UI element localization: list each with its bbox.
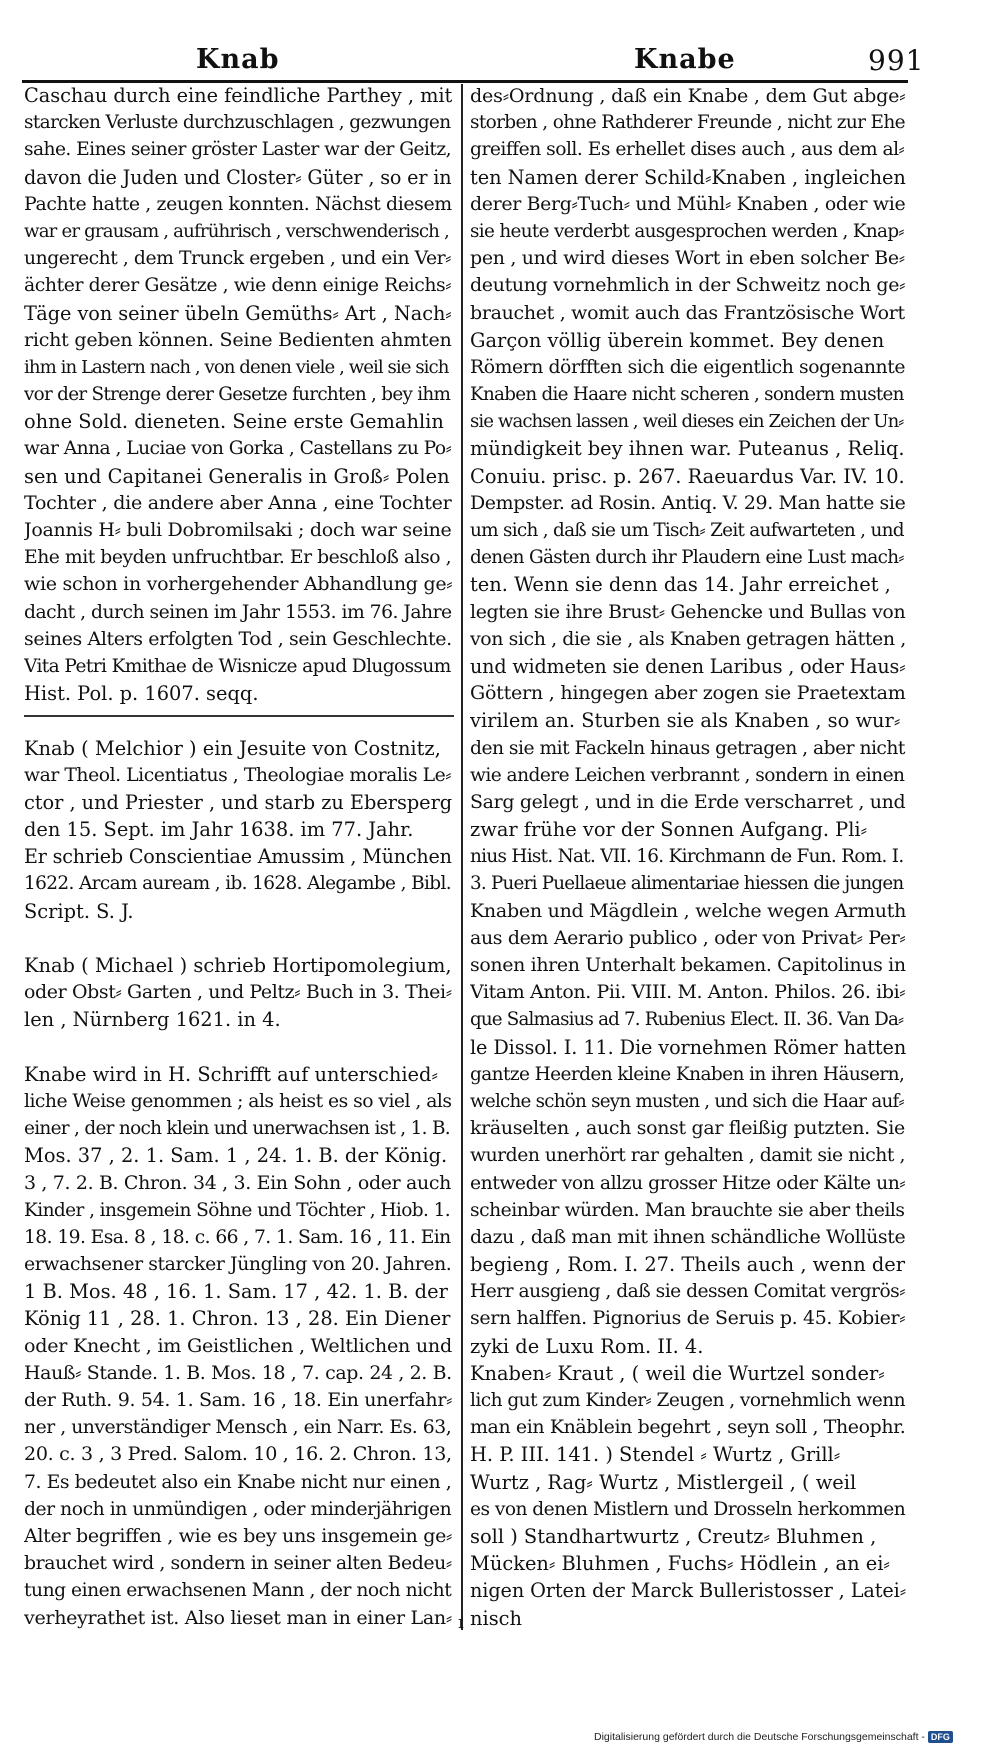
- text-line: Mos. 37 , 2. 1. Sam. 1 , 24. 1. B. der König.: [24, 1144, 448, 1168]
- text-line: den 15. Sept. im Jahr 1638. im 77. Jahr.: [24, 818, 414, 842]
- text-line: tung einen erwachsenen Mann , der noch nicht: [24, 1580, 452, 1602]
- text-line: oder Knecht , im Geistlichen , Weltlichen und: [24, 1334, 452, 1357]
- running-head-left: Knab: [196, 44, 280, 75]
- text-line: nisch: [470, 1606, 522, 1630]
- text-line: ten Namen derer Schild⸗Knaben , ingleichen: [470, 165, 906, 189]
- text-line: brauchet wird , sondern in seiner alten Bedeu⸗: [24, 1552, 452, 1575]
- text-line: Wurtz , Rag⸗ Wurtz , Mistlergeil , ( weil: [470, 1470, 857, 1494]
- text-line: und widmeten sie denen Laribus , oder Haus⸗: [470, 654, 906, 678]
- text-line: denen Gästen durch ihr Plaudern eine Lust mach⸗: [470, 547, 904, 569]
- text-line: Er schrieb Conscientiae Amussim , München: [24, 845, 452, 869]
- text-line: sonen ihren Unterhalt bekamen. Capitolinus in: [470, 954, 906, 976]
- text-line: aus dem Aerario publico , oder von Privat⸗ Per⸗: [470, 926, 906, 949]
- text-line: Dempster. ad Rosin. Antiq. V. 29. Man hatte sie: [470, 491, 906, 514]
- text-line: Joannis H⸗ buli Dobromilsaki ; doch war seine: [24, 519, 452, 541]
- catchword-mark: ı: [458, 1612, 464, 1633]
- left-column: [24, 82, 452, 1632]
- text-line: Römern dörfften sich die eigentlich sogenannte: [470, 356, 906, 378]
- text-line: Hist. Pol. p. 1607. seqq.: [24, 682, 259, 706]
- text-line: liche Weise genommen ; als heist es so viel , als: [24, 1090, 452, 1112]
- text-line: legten sie ihre Brust⸗ Gehencke und Bullas von: [470, 600, 906, 623]
- text-line: scheinbar würden. Man brauchte sie aber theils: [470, 1199, 905, 1221]
- text-line: Tochter , die andere aber Anna , eine Tochter: [24, 491, 452, 514]
- text-line: erwachsener starcker Jüngling von 20. Jahren.: [24, 1254, 452, 1276]
- text-line: brauchet , womit auch das Frantzösische Wort: [470, 301, 905, 324]
- text-line: ihm in Lastern nach , von denen viele , weil sie sich: [24, 356, 449, 378]
- text-line: war Anna , Luciae von Gorka , Castellans zu Po⸗: [24, 438, 452, 460]
- text-line: war Theol. Licentiatus , Theologiae moralis Le⸗: [24, 764, 452, 786]
- text-line: kräuselten , auch sonst gar fleißig putzten. Sie: [470, 1117, 905, 1140]
- text-line: len , Nürnberg 1621. in 4.: [24, 1008, 281, 1032]
- footer-credit: [594, 1731, 953, 1743]
- text-line: Garçon völlig überein kommet. Bey denen: [470, 328, 885, 352]
- text-line: [24, 1034, 452, 1061]
- dfg-logo: DFG: [928, 1731, 953, 1743]
- text-line: wurden unerhört rar gehalten , damit sie nicht ,: [470, 1145, 905, 1167]
- text-line: zwar frühe vor der Sonnen Aufgang. Pli⸗: [470, 818, 868, 842]
- text-line: es von denen Mistlern und Drosseln herkommen: [470, 1498, 906, 1520]
- text-line: dazu , daß man mit ihnen schändliche Wollüste: [470, 1225, 906, 1248]
- text-line: wie schon in vorhergehender Abhandlung ge⸗: [24, 573, 452, 596]
- text-line: begieng , Rom. I. 27. Theils auch , wenn der: [470, 1253, 906, 1277]
- text-line: des⸗Ordnung , daß ein Knabe , dem Gut abge⸗: [470, 84, 906, 107]
- text-line: que Salmasius ad 7. Rubenius Elect. II. 36. Van Da⸗: [470, 1009, 904, 1031]
- page-number: 991: [868, 44, 925, 77]
- text-line: nigen Orten der Marck Bulleristosser , Latei⸗: [470, 1579, 906, 1603]
- text-line: vor der Strenge derer Gesetze furchten , bey ihm: [24, 384, 451, 406]
- text-line: Ehe mit beyden unfruchtbar. Er beschloß also ,: [24, 547, 452, 569]
- text-line: Script. S. J.: [24, 899, 134, 923]
- text-line: ohne Sold. dieneten. Seine erste Gemahlin: [24, 410, 444, 434]
- text-line: wie andere Leichen verbrannt , sondern in einen: [470, 764, 905, 786]
- text-line: Göttern , hingegen aber zogen sie Praetextam: [470, 682, 906, 705]
- text-line: virilem an. Sturben sie als Knaben , so wur⸗: [470, 709, 901, 733]
- text-line: 20. c. 3 , 3 Pred. Salom. 10 , 16. 2. Chron. 13,: [24, 1443, 452, 1466]
- text-line: seines Alters erfolgten Tod , sein Geschlechte.: [24, 627, 452, 650]
- text-line: sie heute verderbt ausgesprochen werden , Knap⸗: [470, 220, 904, 242]
- text-line: Caschau durch eine feindliche Parthey , mit: [24, 84, 452, 107]
- text-line: Knaben und Mägdlein , welche wegen Armuth: [470, 899, 906, 922]
- text-line: man ein Knäblein begehrt , seyn soll , Theophr.: [470, 1416, 906, 1439]
- text-line: Kinder , insgemein Söhne und Töchter , Hiob. 1.: [24, 1199, 451, 1221]
- text-line: nius Hist. Nat. VII. 16. Kirchmann de Fun. Rom. I.: [470, 846, 904, 868]
- text-line: davon die Juden und Closter⸗ Güter , so er in: [24, 165, 452, 189]
- text-line: dacht , durch seinen im Jahr 1553. im 76. Jahre: [24, 601, 452, 623]
- text-line: Pachte hatte , zeugen konnten. Nächst diesem: [24, 192, 452, 215]
- text-line: ten. Wenn sie denn das 14. Jahr erreichet ,: [470, 573, 891, 597]
- text-line: einer , der noch klein und unerwachsen ist , 1. B.: [24, 1118, 450, 1140]
- text-line: soll ) Standhartwurtz , Creutz⸗ Bluhmen ,: [470, 1524, 877, 1548]
- text-line: Knaben⸗ Kraut , ( weil die Wurtzel sonder⸗: [470, 1361, 885, 1385]
- text-line: H. P. III. 141. ) Stendel ⸗ Wurtz , Grill⸗: [470, 1443, 841, 1467]
- text-line: greiffen soll. Es erhellet dises auch , aus dem al⸗: [470, 139, 905, 161]
- text-line: welche schön seyn musten , und sich die Haar auf⸗: [470, 1090, 904, 1112]
- column-divider: [461, 84, 463, 1630]
- text-line: zyki de Luxu Rom. II. 4.: [470, 1334, 704, 1358]
- text-line: storben , ohne Rathderer Freunde , nicht zur Ehe: [470, 112, 905, 134]
- text-line: richt geben können. Seine Bedienten ahmten: [24, 328, 452, 351]
- text-line: 3 , 7. 2. B. Chron. 34 , 3. Ein Sohn , oder auch: [24, 1171, 451, 1194]
- text-line: 7. Es bedeutet also ein Knabe nicht nur einen ,: [24, 1471, 452, 1493]
- text-line: Knaben die Haare nicht scheren , sondern musten: [470, 384, 904, 406]
- text-line: von sich , die sie , als Knaben getragen hätten ,: [470, 627, 906, 650]
- text-line: Herr ausgieng , daß sie dessen Comitat vergrös⸗: [470, 1281, 905, 1303]
- text-line: oder Obst⸗ Garten , und Peltz⸗ Buch in 3. Thei⸗: [24, 981, 452, 1004]
- text-line: Knab ( Melchior ) ein Jesuite von Costnitz,: [24, 736, 441, 760]
- running-head-right: Knabe: [634, 44, 736, 75]
- text-line: Conuiu. prisc. p. 267. Raeuardus Var. IV. 10.: [470, 464, 905, 488]
- text-line: verheyrathet ist. Also lieset man in einer Lan⸗: [24, 1606, 452, 1629]
- text-line: war er grausam , aufrührisch , verschwenderisch ,: [24, 220, 449, 242]
- text-line: um sich , daß sie um Tisch⸗ Zeit aufwarteten , und: [470, 520, 904, 541]
- text-line: sie wachsen lassen , weil dieses ein Zeichen der Un⸗: [470, 411, 904, 433]
- text-line: lich gut zum Kinder⸗ Zeugen , vornehmlich wenn: [470, 1390, 906, 1411]
- text-line: Täge von seiner übeln Gemüths⸗ Art , Nach⸗: [24, 301, 452, 325]
- text-line: le Dissol. I. 11. Die vornehmen Römer hatten: [470, 1035, 906, 1059]
- text-line: den sie mit Fackeln hinaus getragen , aber nicht: [470, 737, 905, 759]
- footer-text: Digitalisierung gefördert durch die Deutsche Forschungsgemeinschaft -: [594, 1731, 925, 1743]
- text-line: sern halffen. Pignorius de Seruis p. 45. Kobier⸗: [470, 1307, 906, 1330]
- text-line: mündigkeit bey ihnen war. Puteanus , Reliq.: [470, 437, 905, 461]
- text-line: 3. Pueri Puellaeue alimentariae hiessen die jungen: [470, 873, 904, 895]
- text-line: ner , unverständiger Mensch , ein Narr. Es. 63,: [24, 1417, 452, 1439]
- text-line: Mücken⸗ Bluhmen , Fuchs⸗ Hödlein , an ei⸗: [470, 1552, 890, 1576]
- text-line: der Ruth. 9. 54. 1. Sam. 16 , 18. Ein unerfahr⸗: [24, 1389, 452, 1411]
- text-line: [24, 707, 452, 734]
- text-line: Alter begriffen , wie es bey uns insgemein ge⸗: [24, 1524, 452, 1547]
- text-line: gantze Heerden kleine Knaben in ihren Häusern,: [470, 1063, 905, 1085]
- text-line: deutung vornehmlich in der Schweitz noch ge⸗: [470, 274, 906, 297]
- text-line: Knabe wird in H. Schrifft auf unterschied⸗: [24, 1062, 438, 1086]
- text-line: [24, 925, 452, 952]
- text-line: ctor , und Priester , und starb zu Ebersperg: [24, 790, 452, 814]
- text-line: ächter derer Gesätze , wie denn einige Reichs⸗: [24, 275, 452, 297]
- text-line: 1622. Arcam auream , ib. 1628. Alegambe , Bibl.: [24, 873, 451, 895]
- text-line: 18. 19. Esa. 8 , 18. c. 66 , 7. 1. Sam. 16 , 11. Ein: [24, 1226, 451, 1248]
- text-line: Vitam Anton. Pii. VIII. M. Anton. Philos. 26. ibi⸗: [470, 981, 906, 1004]
- text-line: Sarg gelegt , und in die Erde verscharret , und: [470, 790, 906, 813]
- text-line: pen , und wird dieses Wort in eben solcher Be⸗: [470, 247, 905, 270]
- text-line: Hauß⸗ Stande. 1. B. Mos. 18 , 7. cap. 24 , 2. B.: [24, 1361, 452, 1384]
- text-line: sahe. Eines seiner gröster Laster war der Geitz,: [24, 139, 451, 161]
- text-line: Vita Petri Kmithae de Wisnicze apud Dlugossum: [24, 655, 451, 677]
- text-line: derer Berg⸗Tuch⸗ und Mühl⸗ Knaben , oder wie: [470, 192, 906, 215]
- text-line: entweder von allzu grosser Hitze oder Kälte un⸗: [470, 1172, 906, 1194]
- text-line: der noch in unmündigen , oder minderjährigen: [24, 1498, 452, 1520]
- text-line: Knab ( Michael ) schrieb Hortipomolegium,: [24, 954, 452, 977]
- text-line: ungerecht , dem Trunck ergeben , und ein Ver⸗: [24, 248, 451, 270]
- right-column: [470, 82, 906, 1632]
- text-line: starcken Verluste durchzuschlagen , gezwungen: [24, 112, 451, 134]
- text-line: 1 B. Mos. 48 , 16. 1. Sam. 17 , 42. 1. B. der: [24, 1280, 448, 1304]
- text-line: sen und Capitanei Generalis in Groß⸗ Polen: [24, 464, 450, 488]
- text-line: König 11 , 28. 1. Chron. 13 , 28. Ein Diener: [24, 1307, 451, 1331]
